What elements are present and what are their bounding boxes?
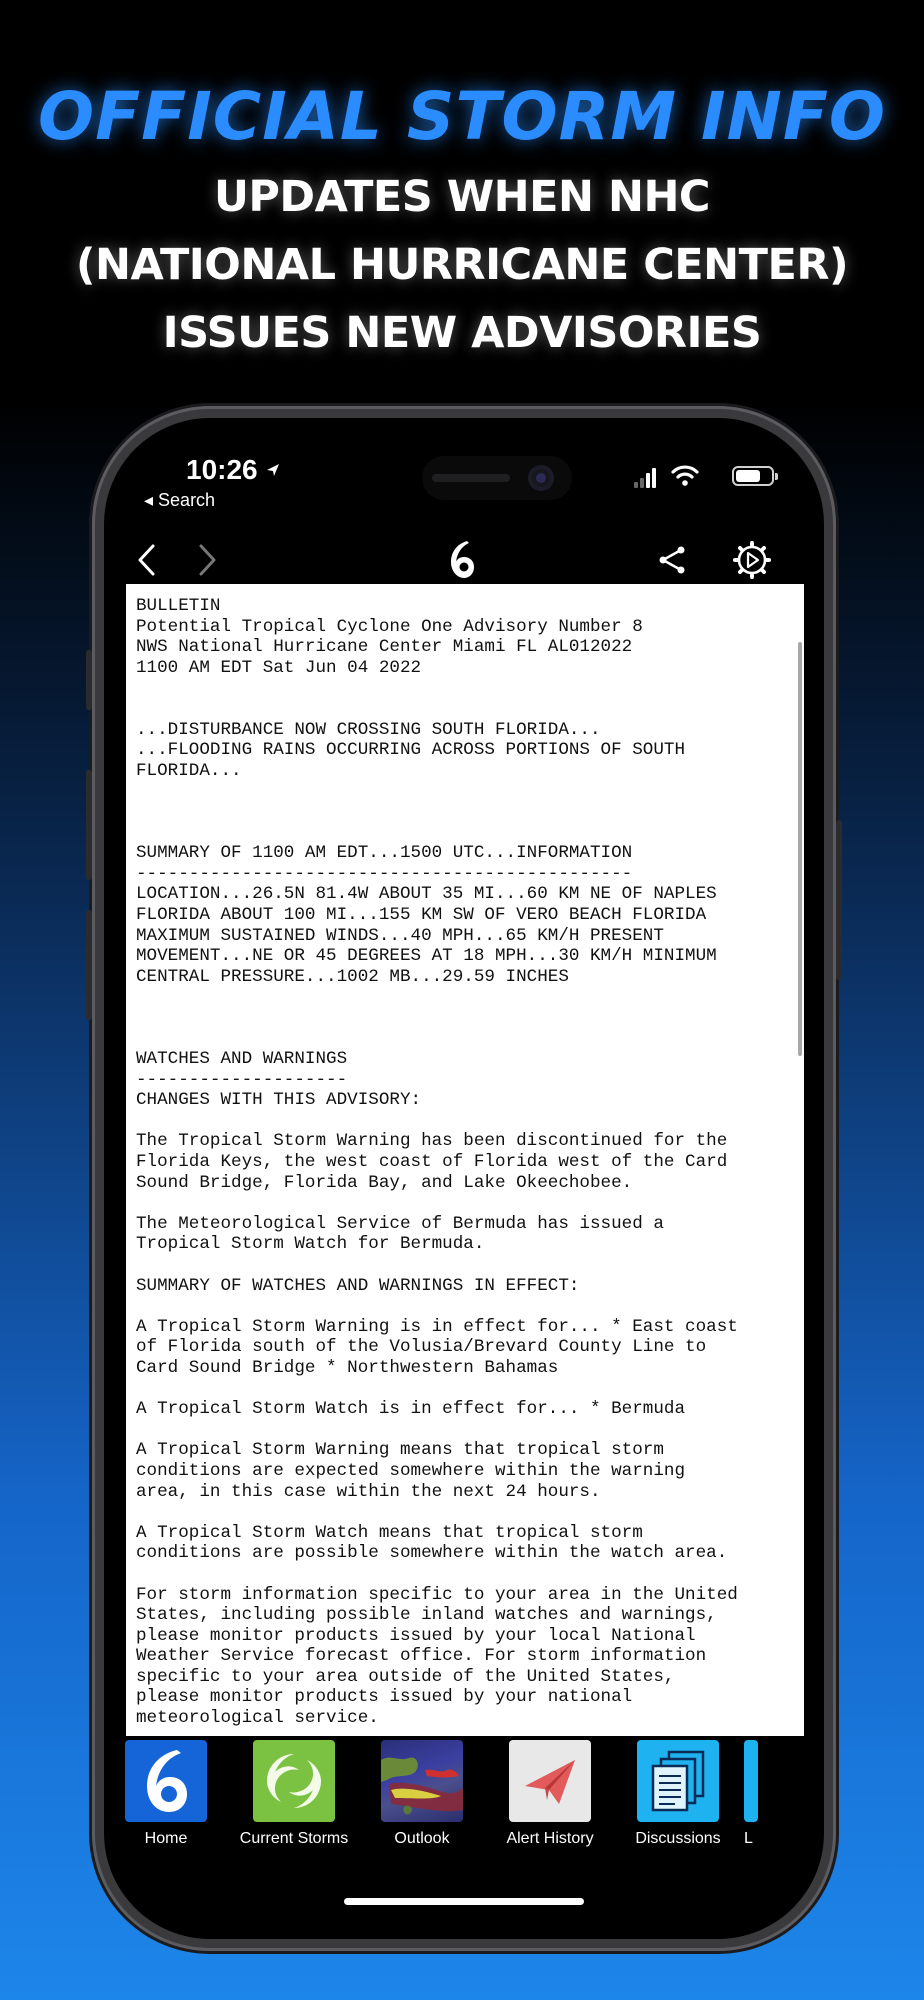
app-logo[interactable] [440, 538, 484, 582]
share-button[interactable] [650, 538, 694, 582]
advisory-text: BULLETIN Potential Tropical Cyclone One Advisory Number 8 NWS National Hurricane Center Miami FL AL012022 1100 AM EDT Sat Jun 04 2022 ...DISTURBANCE NOW CROSSING SOUTH FLORIDA... ...FLOODING RAINS OCCURRING ACROSS PORTIONS OF SOUTH FLORIDA... SUMMARY OF 1100 AM EDT...1500 UTC...INFORMATION ----------------------------------------------- LOCATION...26.5N 81.4W ABOUT 35 MI...60 KM NE OF NAPLES FLORIDA ABOUT 100 MI...155 KM SW OF VERO BEACH FLORIDA MAXIMUM SUSTAINED WINDS...40 MPH...65 KM/H PRESENT MOVEMENT...NE OR 45 DEGREES AT 18 MPH...30 KM/H MINIMUM CENTRAL PRESSURE...1002 MB...29.59 INCHES WATCHES AND WARNINGS -------------------- CHANGES WITH THIS ADVISORY: The Tropical Storm Warning has been discontinued for the Florida Keys, the west coast of Florida west of the Card Sound Bridge, Florida Bay, and Lake Okeechobee. The Meteorological Service of Bermuda has issued a Tropical Storm Watch for Bermuda. SUMMARY OF WATCHES AND WARNINGS IN EFFECT: A Tropical Storm Warning is in effect for... * East coast of Florida south of the Volusia/Brevard County Line to Card Sound Bridge * Northwestern Bahamas A Tropical Storm Watch is in effect for... * Bermuda A Tropical Storm Warning means that tropical storm conditions are expected somewhere within the warning area, in this case within the next 24 hours. A Tropical Storm Watch means that tropical storm conditions are possible somewhere within the watch area. For storm information specific to your area in the United States, including possible inland watches and warnings, please monitor products issued by your local National Weather Service forecast office. For storm information specific to your area outside of the United States, please monitor products issued by your national meteorological service. [136, 596, 738, 1729]
forward-button[interactable] [186, 538, 230, 582]
home-indicator[interactable] [344, 1898, 584, 1905]
tab-outlook[interactable] [360, 1740, 484, 1848]
tab-current-storms-label: Current Storms [239, 1830, 349, 1847]
chevron-right-icon [197, 543, 219, 577]
battery-icon [732, 466, 774, 486]
share-icon [656, 544, 688, 576]
location-arrow-icon [265, 462, 281, 478]
promo-headline: OFFICIAL STORM INFO [37, 78, 887, 155]
status-time: 10:26 [186, 454, 281, 486]
tab-outlook-label: Outlook [394, 1830, 450, 1847]
battery-fill [736, 470, 760, 482]
tab-home[interactable] [104, 1740, 228, 1848]
tab-partial[interactable] [744, 1740, 824, 1848]
outlook-map-icon [381, 1740, 463, 1822]
promo-line-2: (NATIONAL HURRICANE CENTER) [75, 240, 849, 290]
camera-icon [528, 465, 554, 491]
tab-discussions[interactable] [616, 1740, 740, 1848]
phone-screen [104, 418, 824, 1939]
tab-partial-label: L [744, 1830, 753, 1847]
phone-power-button [836, 820, 842, 980]
phone-volume-up [86, 770, 92, 880]
back-to-search-link[interactable]: ◂ Search [144, 490, 216, 510]
advisory-text-view[interactable] [126, 584, 804, 1736]
chevron-left-icon [135, 543, 157, 577]
hurricane-icon [125, 1740, 207, 1822]
tab-alert-history[interactable] [488, 1740, 612, 1848]
partial-tab-icon [744, 1740, 758, 1822]
cellular-signal-icon [634, 466, 656, 488]
phone-action-button [86, 650, 92, 710]
tab-discussions-label: Discussions [635, 1830, 721, 1847]
wifi-icon [670, 462, 700, 488]
documents-icon [637, 1740, 719, 1822]
promo-line-3: ISSUES NEW ADVISORIES [162, 308, 762, 358]
hurricane-logo-icon [445, 538, 479, 582]
bottom-tab-bar [104, 1740, 824, 1850]
tab-current-storms[interactable] [232, 1740, 356, 1848]
back-button[interactable] [124, 538, 168, 582]
promo-line-1: UPDATES WHEN NHC [214, 172, 710, 222]
storm-swirl-icon [253, 1740, 335, 1822]
scrollbar[interactable] [798, 642, 802, 1056]
paper-plane-icon [509, 1740, 591, 1822]
tab-home-label: Home [144, 1830, 188, 1847]
phone-volume-down [86, 910, 92, 1020]
tab-alert-history-label: Alert History [506, 1830, 594, 1847]
dynamic-island [422, 456, 572, 500]
settings-button[interactable] [730, 538, 774, 582]
gear-icon [732, 540, 772, 580]
